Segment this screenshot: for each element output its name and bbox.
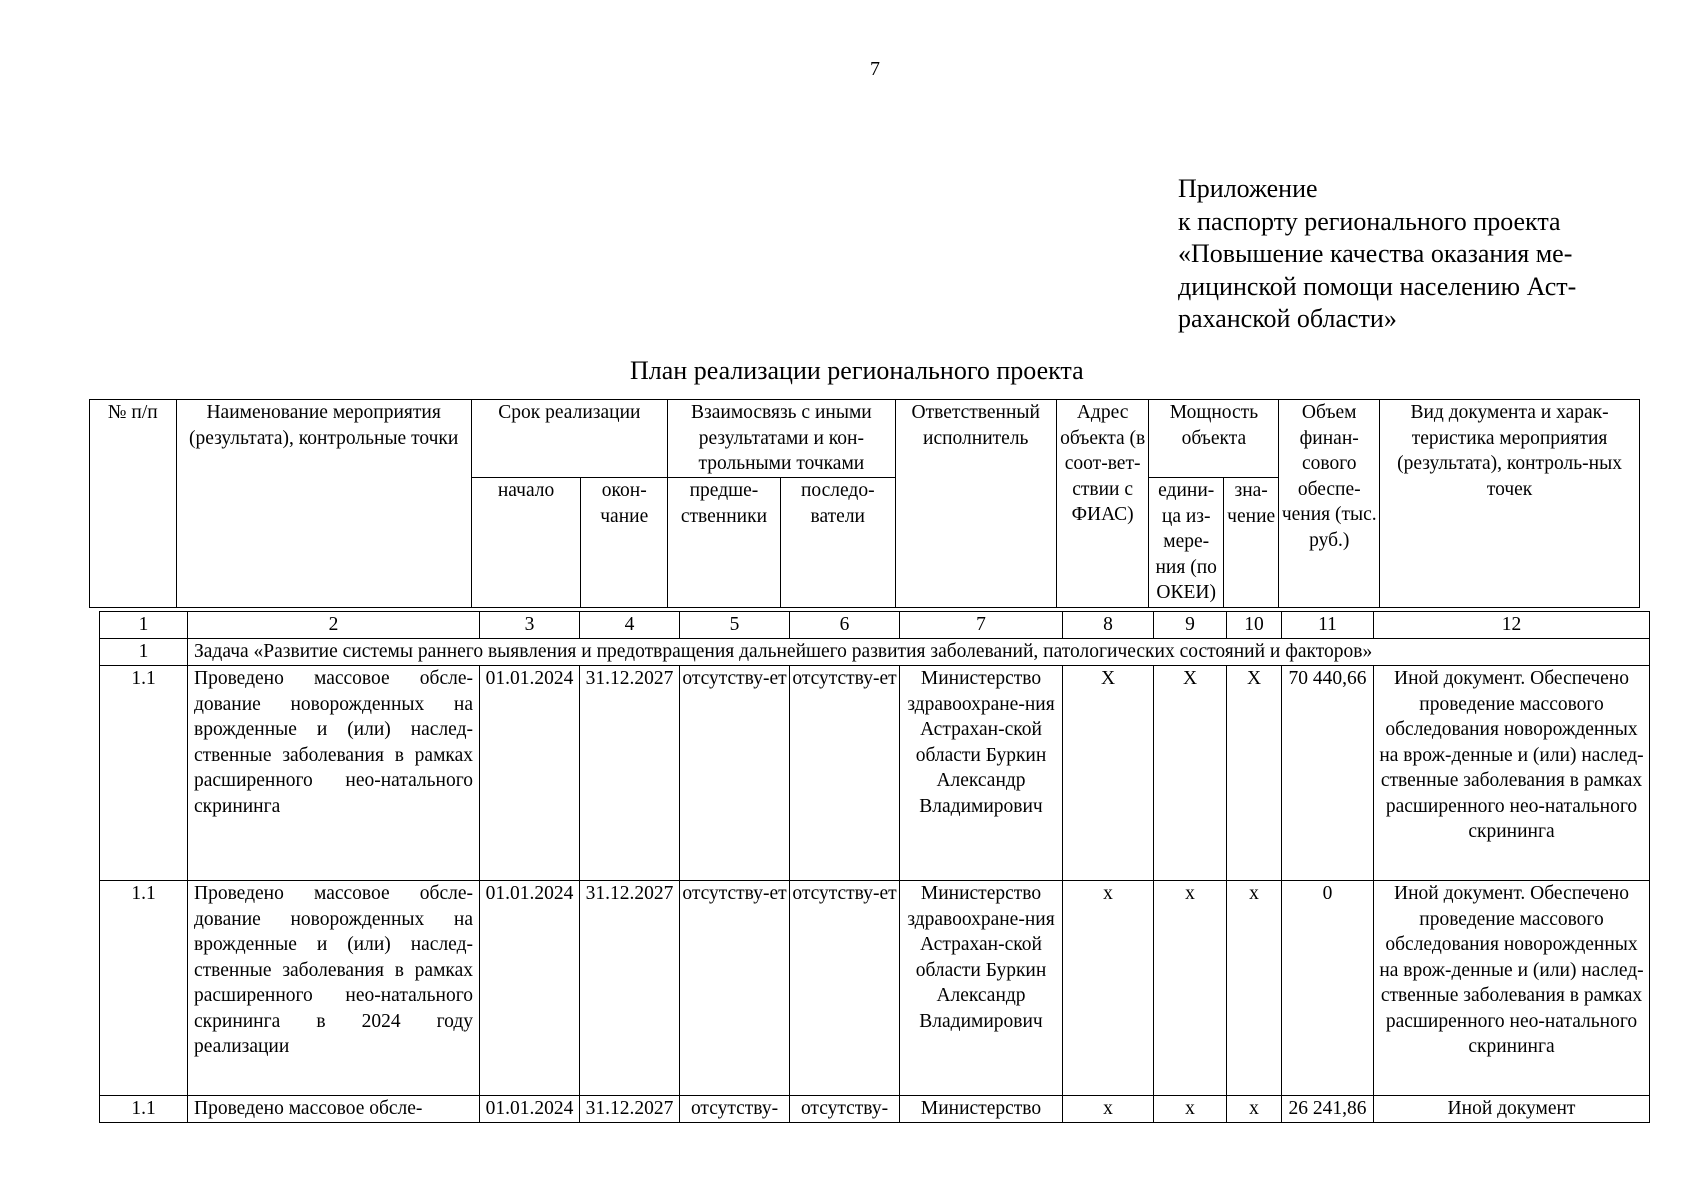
header-capacity: Мощность объекта — [1149, 400, 1279, 478]
appendix-line: к паспорту регионального проекта — [1178, 206, 1561, 236]
table-row — [100, 881, 1650, 1096]
header-responsible: Ответственный исполнитель — [895, 400, 1056, 608]
row-address: X — [1063, 666, 1154, 881]
row-successors: отсутству-ет — [790, 881, 900, 1096]
column-number: 4 — [580, 612, 680, 639]
row-start: 01.01.2024 — [480, 1096, 580, 1123]
row-value: X — [1227, 666, 1282, 881]
row-end: 31.12.2027 — [580, 1096, 680, 1123]
row-num: 1.1 — [100, 666, 188, 881]
header-funding: Объем финан-сового обеспе-чения (тыс. руб.) — [1279, 400, 1380, 608]
column-number: 12 — [1374, 612, 1650, 639]
header-doc: Вид документа и харак-теристика мероприятия (результата), контроль-ных точек — [1380, 400, 1640, 608]
row-end: 31.12.2027 — [580, 666, 680, 881]
column-number: 9 — [1154, 612, 1227, 639]
row-name: Проведено массовое обсле-дование новорожденных на врожденные и (или) наслед-ственные заболевания в рамках расширенного нео-натального скрининга в 2024 году реализации — [188, 881, 480, 1096]
column-number: 10 — [1227, 612, 1282, 639]
header-successors: последо-ватели — [780, 478, 895, 608]
table-row — [100, 1096, 1650, 1123]
plan-table-header — [89, 399, 1640, 608]
row-doc: Иной документ. Обеспечено проведение массового обследования новорожденных на врож-денные и (или) наслед-ственные заболевания в рамках расширенного нео-натального скрининга — [1374, 666, 1650, 881]
header-name: Наименование мероприятия (результата), контрольные точки — [176, 400, 471, 608]
header-unit: едини-ца из-мере-ния (по ОКЕИ) — [1149, 478, 1224, 608]
row-start: 01.01.2024 — [480, 881, 580, 1096]
row-address: x — [1063, 881, 1154, 1096]
appendix-line: Приложение — [1178, 174, 1318, 203]
row-funding: 70 440,66 — [1282, 666, 1374, 881]
plan-title: План реализации регионального проекта — [630, 356, 1084, 385]
row-unit: x — [1154, 881, 1227, 1096]
appendix-caption — [1178, 173, 1648, 336]
row-address: x — [1063, 1096, 1154, 1123]
column-number: 3 — [480, 612, 580, 639]
appendix-line: «Повышение качества оказания ме- — [1178, 239, 1573, 268]
column-number: 1 — [100, 612, 188, 639]
header-predecessors: предше-ственники — [668, 478, 781, 608]
appendix-line: раханской области» — [1178, 304, 1397, 333]
header-num: № п/п — [90, 400, 177, 608]
column-number: 8 — [1063, 612, 1154, 639]
column-number: 5 — [680, 612, 790, 639]
row-responsible: Министерство — [900, 1096, 1063, 1123]
row-predecessors: отсутству-ет — [680, 666, 790, 881]
appendix-line: дицинской помощи населению Аст- — [1178, 271, 1577, 301]
row-responsible: Министерство здравоохране-ния Астрахан-ской области Буркин Александр Владимирович — [900, 666, 1063, 881]
row-responsible: Министерство здравоохране-ния Астрахан-ской области Буркин Александр Владимирович — [900, 881, 1063, 1096]
row-value: x — [1227, 1096, 1282, 1123]
row-name: Проведено массовое обсле- — [188, 1096, 480, 1123]
row-predecessors: отсутству-ет — [680, 881, 790, 1096]
task-row — [100, 639, 1650, 666]
task-num: 1 — [100, 639, 188, 666]
task-text: Задача «Развитие системы раннего выявления и предотвращения дальнейшего развития заболеваний, патологических состояний и факторов» — [188, 639, 1650, 666]
header-relations: Взаимосвязь с иными результатами и кон-трольными точками — [668, 400, 896, 478]
header-start: начало — [471, 478, 581, 608]
row-num: 1.1 — [100, 881, 188, 1096]
table-row — [100, 666, 1650, 881]
header-value: зна-чение — [1223, 478, 1278, 608]
row-doc: Иной документ. Обеспечено проведение массового обследования новорожденных на врож-денные и (или) наслед-ственные заболевания в рамках расширенного нео-натального скрининга — [1374, 881, 1650, 1096]
row-num: 1.1 — [100, 1096, 188, 1123]
row-unit: x — [1154, 1096, 1227, 1123]
header-term: Срок реализации — [471, 400, 667, 478]
row-funding: 0 — [1282, 881, 1374, 1096]
row-funding: 26 241,86 — [1282, 1096, 1374, 1123]
column-number: 6 — [790, 612, 900, 639]
row-value: x — [1227, 881, 1282, 1096]
row-predecessors: отсутству- — [680, 1096, 790, 1123]
column-number: 2 — [188, 612, 480, 639]
column-number: 7 — [900, 612, 1063, 639]
row-successors: отсутству- — [790, 1096, 900, 1123]
column-number: 11 — [1282, 612, 1374, 639]
row-start: 01.01.2024 — [480, 666, 580, 881]
row-end: 31.12.2027 — [580, 881, 680, 1096]
row-unit: X — [1154, 666, 1227, 881]
page-number: 7 — [870, 58, 880, 80]
row-successors: отсутству-ет — [790, 666, 900, 881]
header-address: Адрес объекта (в соот-вет-ствии с ФИАС) — [1056, 400, 1149, 608]
row-doc: Иной документ — [1374, 1096, 1650, 1123]
header-end: окон-чание — [581, 478, 668, 608]
column-number-row — [100, 612, 1650, 639]
row-name: Проведено массовое обсле-дование новорожденных на врожденные и (или) наслед-ственные заболевания в рамках расширенного нео-натального скрининга — [188, 666, 480, 881]
plan-table-body — [99, 611, 1650, 1123]
